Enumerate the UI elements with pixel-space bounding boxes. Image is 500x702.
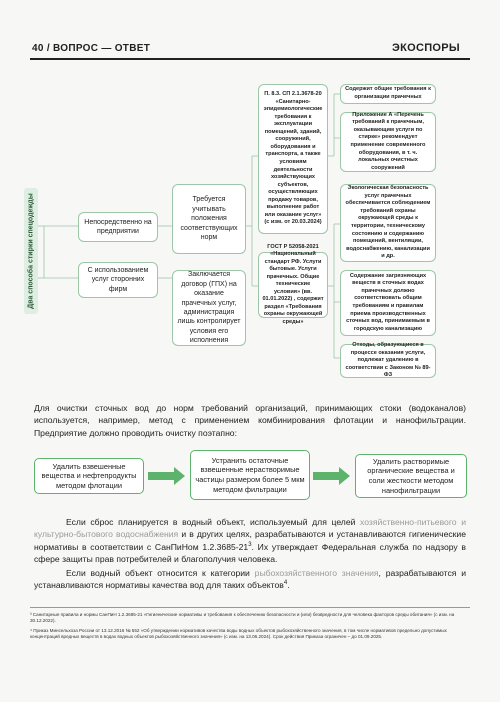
highlight-term: рыбохозяйственного значения	[254, 568, 379, 578]
footnote-3: ³ Санитарные правила и нормы СанПиН 1.2.3685-21 «Гигиенические нормативы и требования к обеспечению безопасности и (или) безвредности для человека факторов среды обитания» (с изм. на 30.12.2022).	[30, 612, 455, 624]
paragraph-intro: Для очистки сточных вод до норм требований организаций, принимающих стоки (водоканалов) используется, например, метод с применением комбинирования флотации и нанофильтрации. Предприятие должно проводить очистку поэтапно:	[34, 403, 466, 438]
flow-step-flotation: Удалить взвешенные вещества и нефтепродукты методом флотации	[34, 458, 144, 494]
requirement-wastewater-box: Содержание загрязняющих веществ в сточных водах прачечных должно соответствовать общим требованиям и правилам приема производственных сточных вод, принимаемым в городскую канализацию	[340, 270, 436, 336]
section-title: ВОПРОС — ОТВЕТ	[53, 43, 151, 54]
flow-step-filtration: Устранить остаточные взвешенные нерастворимые частицы размером более 5 мкм методом фильтрации	[190, 450, 310, 500]
footnote-4: ⁴ Приказ Минсельхоза России от 13.12.2016 № 552 «Об утверждении нормативов качества воды водных объектов рыбохозяйственного значения, в том числе нормативов предельно допустимых концентраций вредных веществ в водах водных объектов рыбохозяйственного значения» (с изм. на 13.06.2024). Срок действия Приказа ограничен – до 01.09.2025.	[30, 628, 447, 640]
method-onsite-box: Непосредственно на предприятии	[78, 212, 158, 242]
paragraph-drinking-water: Если сброс планируется в водный объект, используемый для целей хозяйственно-питьевого и культурно-бытового водоснабжения и в других целях, разрабатываются и устанавливаются гигиенические нормативы в соответствии с СанПиНом $1.2.3685-21^3$. Их утверждает Федеральная служба по надзору в сфере защиты прав потребителей и благополучия человека.	[34, 517, 466, 565]
requirement-waste-box: Отходы, образующиеся в процессе оказания услуги, подлежат удалению в соответствии с Законом № 89-ФЗ	[340, 344, 436, 378]
requirement-eco-safety-box: Экологическая безопасность услуг прачечных обеспечивается соблюдением требований охраны окружающей среды к территории, техническому состоянию и содержанию помещений, вентиляции, водоснабжению, канализации и др.	[340, 184, 436, 262]
norms-requirement-box: Требуется учитывать положения соответствующих норм	[172, 184, 246, 254]
flow-arrow-icon	[148, 466, 186, 486]
page-header-left: 40 / ВОПРОС — ОТВЕТ	[32, 43, 151, 54]
side-label: Два способа стирки спецодежды	[24, 188, 38, 314]
page-number: 40	[32, 43, 44, 54]
flow-arrow-icon	[313, 466, 351, 486]
flow-step-nanofiltration: Удалить растворимые органические вещества и соли жесткости методом нанофильтрации	[355, 454, 467, 498]
sp-norm-box: П. 8.3. СП 2.1.3678-20 «Санитарно-эпидемиологические требования к эксплуатации помещений, зданий, сооружений, оборудования и транспорта, а также условиям деятельности хозяйствующих субъектов, осуществляющих продажу товаров, выполнение работ или оказание услуг» (с изм. от 20.03.2024)	[258, 84, 328, 234]
footnote-rule	[30, 607, 470, 608]
highlight-term: хозяйственно-питьевого и культурно-бытового водоснабжения	[34, 517, 466, 540]
method-outsource-box: С использованием услуг сторонних фирм	[78, 262, 158, 298]
gost-norm-box: ГОСТ Р 52058-2021 «Национальный стандарт РФ. Услуги бытовые. Услуги прачечных. Общие технические условия» (вв. 01.01.2022) , содержит раздел «Требования охраны окружающей среды»	[258, 252, 328, 318]
contract-box: Заключается договор (ГПХ) на оказание прачечных услуг, администрация лишь контролирует условия его исполнения	[172, 270, 246, 346]
brand-logo: ЭКОСПОРЫ	[391, 42, 460, 54]
requirement-appendix-box: Приложение А «Перечень требований к прачечным, оказывающим услуги по стирке» рекомендует применение современного оборудования, в т. ч. локальных очистных сооружений	[340, 112, 436, 172]
requirement-general-box: Содержит общие требования к организации прачечных	[340, 84, 436, 104]
paragraph-fishery: Если водный объект относится к категории рыбохозяйственного значения, разрабатываются и устанавливаются нормативы качества вод для таких объектов$^4$.	[34, 568, 467, 591]
